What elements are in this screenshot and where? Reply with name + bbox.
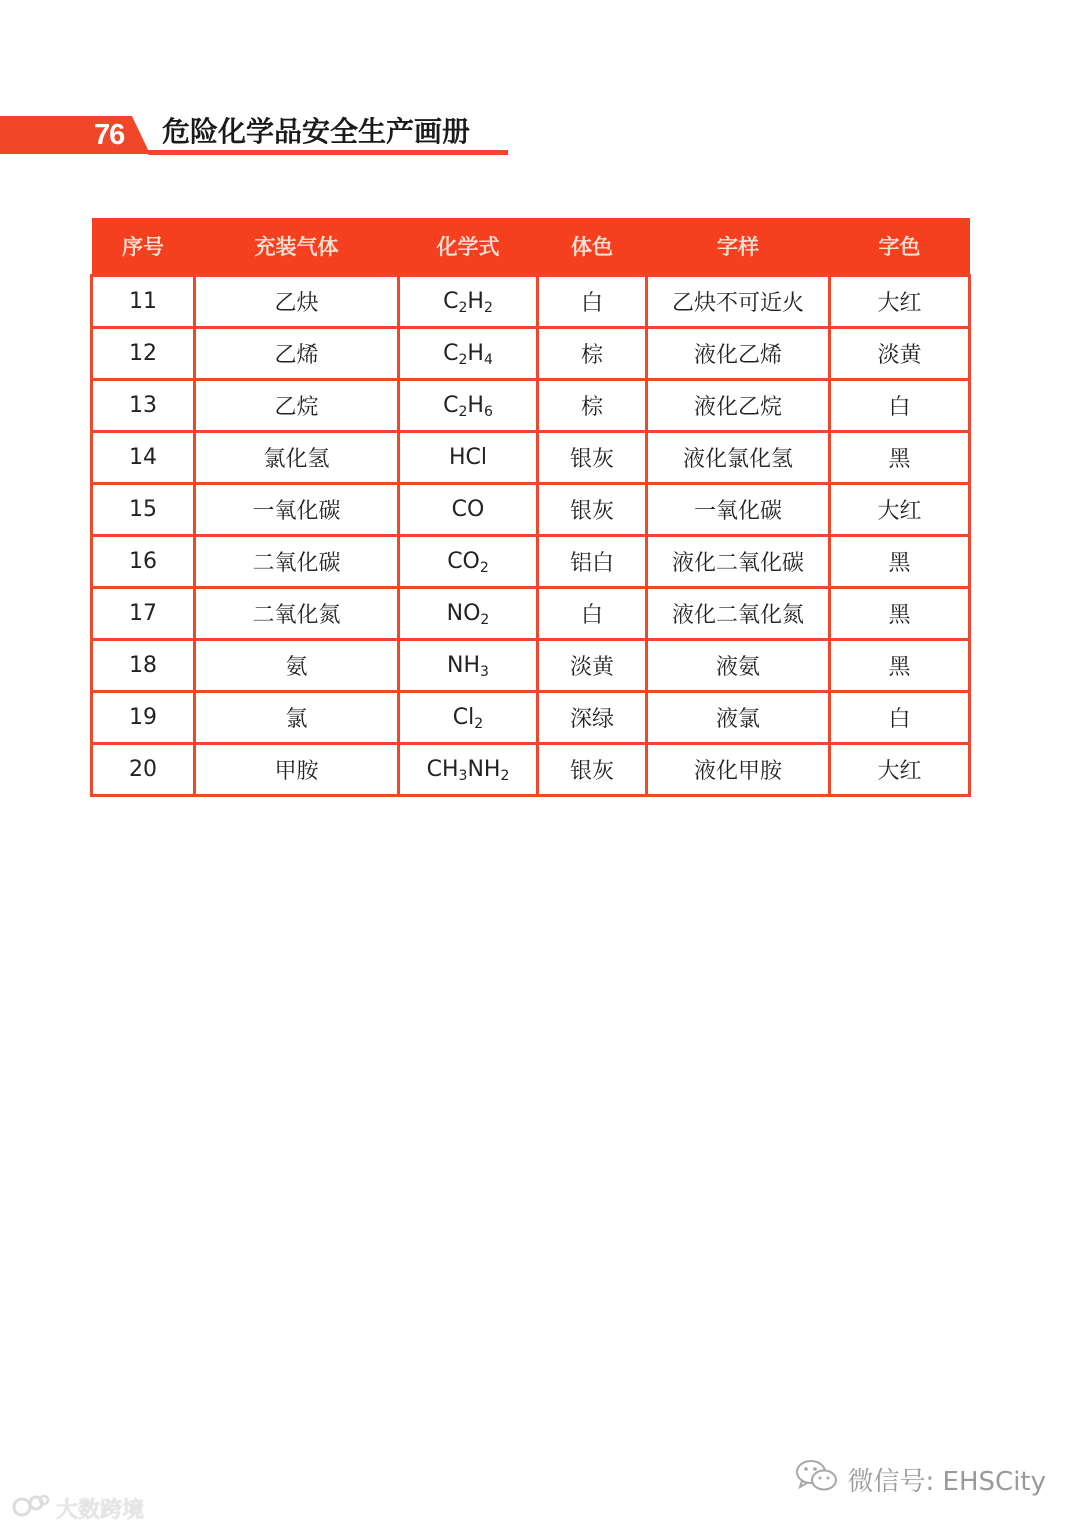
cell-body-color: 棕 (538, 328, 647, 380)
cell-gas: 氯 (195, 692, 399, 744)
brand-watermark (10, 1494, 144, 1528)
cell-number: 20 (92, 744, 195, 796)
formula-subscript: 2 (500, 768, 510, 784)
cell-number: 11 (92, 276, 195, 328)
table-row (92, 744, 970, 796)
formula-token (453, 705, 483, 730)
cell-formula (399, 276, 538, 328)
cell-formula (399, 432, 538, 484)
wechat-watermark (794, 1462, 1046, 1502)
cell-formula (399, 328, 538, 380)
formula-token (452, 497, 485, 522)
cell-marking: 液化二氧化碳 (647, 536, 830, 588)
wechat-icon (794, 1457, 840, 1507)
formula-element: CO (447, 549, 480, 574)
formula-subscript: 2 (479, 560, 489, 576)
column-header-gas: 充装气体 (195, 218, 399, 276)
formula-token (447, 653, 489, 678)
cell-formula (399, 484, 538, 536)
cell-number: 14 (92, 432, 195, 484)
column-header-text-color: 字色 (830, 218, 970, 276)
cell-body-color: 淡黄 (538, 640, 647, 692)
formula-token (467, 289, 492, 314)
cell-text-color: 白 (830, 692, 970, 744)
formula-subscript: 6 (483, 404, 493, 420)
cell-marking: 液化氯化氢 (647, 432, 830, 484)
formula-subscript: 2 (474, 716, 484, 732)
column-header-number: 序号 (92, 218, 195, 276)
cell-number: 16 (92, 536, 195, 588)
table-body (92, 276, 970, 796)
cell-body-color: 白 (538, 588, 647, 640)
cell-gas: 乙烯 (195, 328, 399, 380)
table-row (92, 484, 970, 536)
formula-token (449, 445, 487, 470)
formula-element: C (443, 341, 459, 366)
cell-body-color: 银灰 (538, 432, 647, 484)
cell-marking: 液氯 (647, 692, 830, 744)
formula-token (467, 393, 492, 418)
formula-subscript: 2 (458, 404, 468, 420)
cell-formula (399, 536, 538, 588)
column-header-formula: 化学式 (399, 218, 538, 276)
cell-formula (399, 640, 538, 692)
gas-cylinder-table (90, 218, 971, 797)
formula-element: NO (446, 601, 481, 626)
cell-body-color: 银灰 (538, 744, 647, 796)
cell-text-color: 黑 (830, 588, 970, 640)
cell-number: 19 (92, 692, 195, 744)
formula-token (443, 341, 467, 366)
formula-token (447, 549, 489, 574)
formula-element: H (467, 341, 484, 366)
formula-subscript: 3 (458, 768, 468, 784)
cell-marking: 液化甲胺 (647, 744, 830, 796)
cell-marking: 液化乙烯 (647, 328, 830, 380)
cell-text-color: 大红 (830, 276, 970, 328)
cell-number: 12 (92, 328, 195, 380)
cell-formula (399, 744, 538, 796)
cell-gas: 乙炔 (195, 276, 399, 328)
cell-formula (399, 692, 538, 744)
cell-text-color: 黑 (830, 432, 970, 484)
cell-formula (399, 588, 538, 640)
formula-subscript: 4 (483, 352, 493, 368)
table-row (92, 692, 970, 744)
book-title: 危险化学品安全生产画册 (162, 115, 471, 148)
cell-text-color: 大红 (830, 744, 970, 796)
formula-element: HCl (448, 445, 488, 470)
formula-token (467, 341, 492, 366)
cell-marking: 液氨 (647, 640, 830, 692)
table-row (92, 276, 970, 328)
cell-text-color: 淡黄 (830, 328, 970, 380)
formula-subscript: 2 (458, 352, 468, 368)
brand-watermark-text: 大数跨境 (56, 1498, 145, 1523)
brand-logo-icon (10, 1491, 50, 1532)
formula-subscript: 2 (483, 300, 493, 316)
formula-element: CH (426, 757, 459, 782)
cell-gas: 一氧化碳 (195, 484, 399, 536)
cell-marking: 一氧化碳 (647, 484, 830, 536)
cell-text-color: 黑 (830, 536, 970, 588)
cell-text-color: 黑 (830, 640, 970, 692)
table-row (92, 640, 970, 692)
formula-token (467, 757, 509, 782)
cell-marking: 液化乙烷 (647, 380, 830, 432)
column-header-marking: 字样 (647, 218, 830, 276)
formula-token (443, 289, 467, 314)
formula-token (447, 601, 490, 626)
formula-element: H (467, 289, 484, 314)
wechat-watermark-text: 微信号: EHSCity (847, 1467, 1046, 1497)
cell-body-color: 白 (538, 276, 647, 328)
table-row (92, 536, 970, 588)
page-header-bar (0, 116, 150, 154)
formula-subscript: 2 (458, 300, 468, 316)
formula-element: NH (467, 757, 501, 782)
formula-element: NH (447, 653, 481, 678)
title-underline (148, 150, 508, 155)
page-number: 76 (94, 119, 125, 151)
cell-gas: 二氧化碳 (195, 536, 399, 588)
table-row (92, 588, 970, 640)
cell-body-color: 深绿 (538, 692, 647, 744)
table-row (92, 432, 970, 484)
formula-element: CO (451, 497, 485, 522)
cell-gas: 二氧化氮 (195, 588, 399, 640)
formula-subscript: 2 (480, 612, 490, 628)
cell-gas: 乙烷 (195, 380, 399, 432)
cell-number: 17 (92, 588, 195, 640)
cell-marking: 液化二氧化氮 (647, 588, 830, 640)
cell-formula (399, 380, 538, 432)
cell-marking: 乙炔不可近火 (647, 276, 830, 328)
cell-gas: 甲胺 (195, 744, 399, 796)
table-row (92, 380, 970, 432)
formula-subscript: 3 (480, 664, 489, 680)
formula-element: Cl (452, 705, 475, 730)
cell-body-color: 银灰 (538, 484, 647, 536)
table-header-row (92, 218, 970, 276)
formula-token (443, 393, 467, 418)
formula-element: C (443, 289, 459, 314)
formula-element: C (443, 393, 459, 418)
cell-text-color: 白 (830, 380, 970, 432)
formula-token (427, 757, 468, 782)
column-header-body-color: 体色 (538, 218, 647, 276)
cell-gas: 氨 (195, 640, 399, 692)
table-row (92, 328, 970, 380)
cell-gas: 氯化氢 (195, 432, 399, 484)
cell-body-color: 棕 (538, 380, 647, 432)
formula-element: H (467, 393, 484, 418)
cell-number: 18 (92, 640, 195, 692)
cell-text-color: 大红 (830, 484, 970, 536)
cell-number: 15 (92, 484, 195, 536)
cell-number: 13 (92, 380, 195, 432)
cell-body-color: 铝白 (538, 536, 647, 588)
